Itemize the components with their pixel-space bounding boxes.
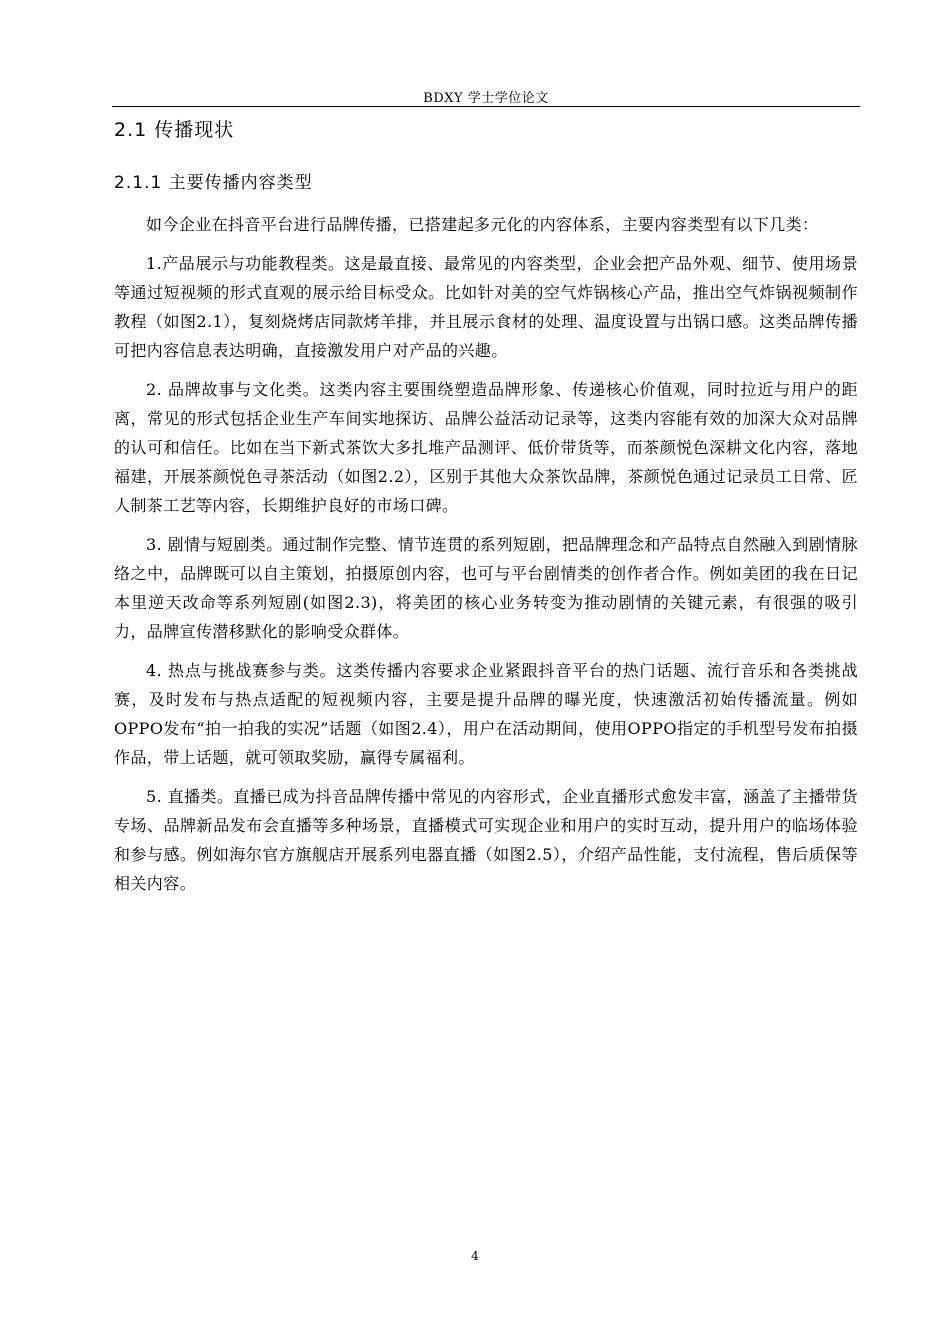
paragraph-intro: 如今企业在抖音平台进行品牌传播，已搭建起多元化的内容体系，主要内容类型有以下几类：	[146, 215, 819, 234]
paragraph-drama: 3. 剧情与短剧类。通过制作完整、情节连贯的系列短剧，把品牌理念和产品特点自然融入到剧情脉络之中，品牌既可以自主策划，拍摄原创内容，也可与平台剧情类的创作者合作。例如美团的我在日记本里逆天改命等系列短剧(如图2.3)，将美团的核心业务转变为推动剧情的关键元素，有很强的吸引力，品牌宣传潜移默化的影响受众群体。	[114, 535, 858, 641]
paragraph-product-showcase: 1.产品展示与功能教程类。这是最直接、最常见的内容类型，企业会把产品外观、细节、使用场景等通过短视频的形式直观的展示给目标受众。比如针对美的空气炸锅核心产品，推出空气炸锅视频制作教程（如图2.1），复刻烧烤店同款烤羊排，并且展示食材的处理、温度设置与出锅口感。这类品牌传播可把内容信息表达明确，直接激发用户对产品的兴趣。	[114, 254, 858, 360]
page-number: 4	[471, 1249, 479, 1263]
page-header: BDXY 学士学位论文	[112, 92, 860, 107]
paragraph-hot-topics: 4. 热点与挑战赛参与类。这类传播内容要求企业紧跟抖音平台的热门话题、流行音乐和各类挑战赛，及时发布与热点适配的短视频内容，主要是提升品牌的曝光度，快速激活初始传播流量。例如OPPO发布“拍一拍我的实况”话题（如图2.4），用户在活动期间，使用OPPO指定的手机型号发布拍摄作品，带上话题，就可领取奖励，赢得专属福利。	[114, 661, 858, 767]
body-text	[114, 210, 858, 908]
paragraph-live-stream: 5. 直播类。直播已成为抖音品牌传播中常见的内容形式，企业直播形式愈发丰富，涵盖了主播带货专场、品牌新品发布会直播等多种场景，直播模式可实现企业和用户的实时互动，提升用户的临场体验和参与感。例如海尔官方旗舰店开展系列电器直播（如图2.5），介绍产品性能，支付流程，售后质保等相关内容。	[114, 787, 858, 893]
subsection-title: 2.1.1 主要传播内容类型	[114, 173, 313, 193]
section-title: 2.1 传播现状	[114, 119, 235, 141]
paragraph-brand-story: 2. 品牌故事与文化类。这类内容主要围绕塑造品牌形象、传递核心价值观，同时拉近与用户的距离，常见的形式包括企业生产车间实地探访、品牌公益活动记录等，这类内容能有效的加深大众对品牌的认可和信任。比如在当下新式茶饮大多扎堆产品测评、低价带货等，而茶颜悦色深耕文化内容，落地福建，开展茶颜悦色寻茶活动（如图2.2），区别于其他大众茶饮品牌，茶颜悦色通过记录员工日常、匠人制茶工艺等内容，长期维护良好的市场口碑。	[114, 380, 858, 515]
